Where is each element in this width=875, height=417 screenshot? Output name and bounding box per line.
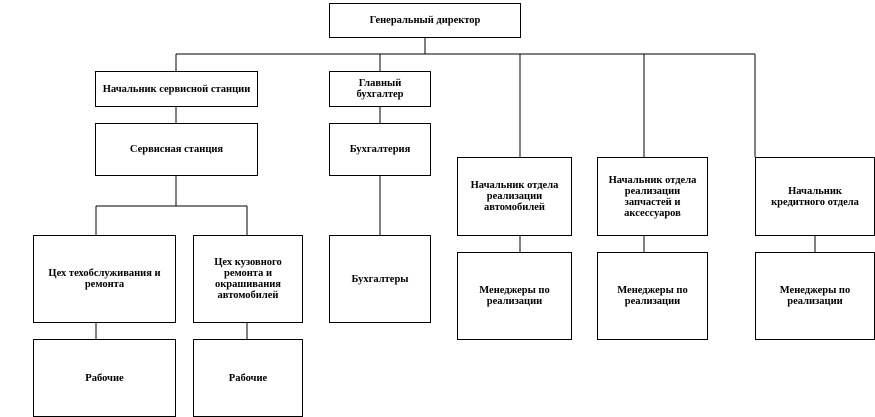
node-body-shop: Цех кузовного ремонта и окрашивания автомобилей (193, 235, 303, 323)
node-parts-sales-managers: Менеджеры по реализации (597, 252, 708, 340)
node-car-sales-head: Начальник отдела реализации автомобилей (457, 157, 572, 236)
node-body-workers: Рабочие (193, 339, 303, 417)
node-service-station: Сервисная станция (95, 123, 258, 176)
node-accounting-dept: Бухгалтерия (329, 123, 431, 176)
node-maintenance-shop: Цех техобслуживания и ремонта (33, 235, 176, 323)
node-credit-managers: Менеджеры по реализации (755, 252, 875, 340)
node-accountants: Бухгалтеры (329, 235, 431, 323)
node-credit-head: Начальник кредитного отдела (755, 157, 875, 236)
node-service-head: Начальник сервисной станции (95, 71, 258, 107)
node-maintenance-workers: Рабочие (33, 339, 176, 417)
node-director: Генеральный директор (329, 3, 521, 38)
node-parts-sales-head: Начальник отдела реализации запчастей и аксессуаров (597, 157, 708, 236)
node-chief-accountant: Главный бухгалтер (329, 71, 431, 107)
node-car-sales-managers: Менеджеры по реализации (457, 252, 572, 340)
